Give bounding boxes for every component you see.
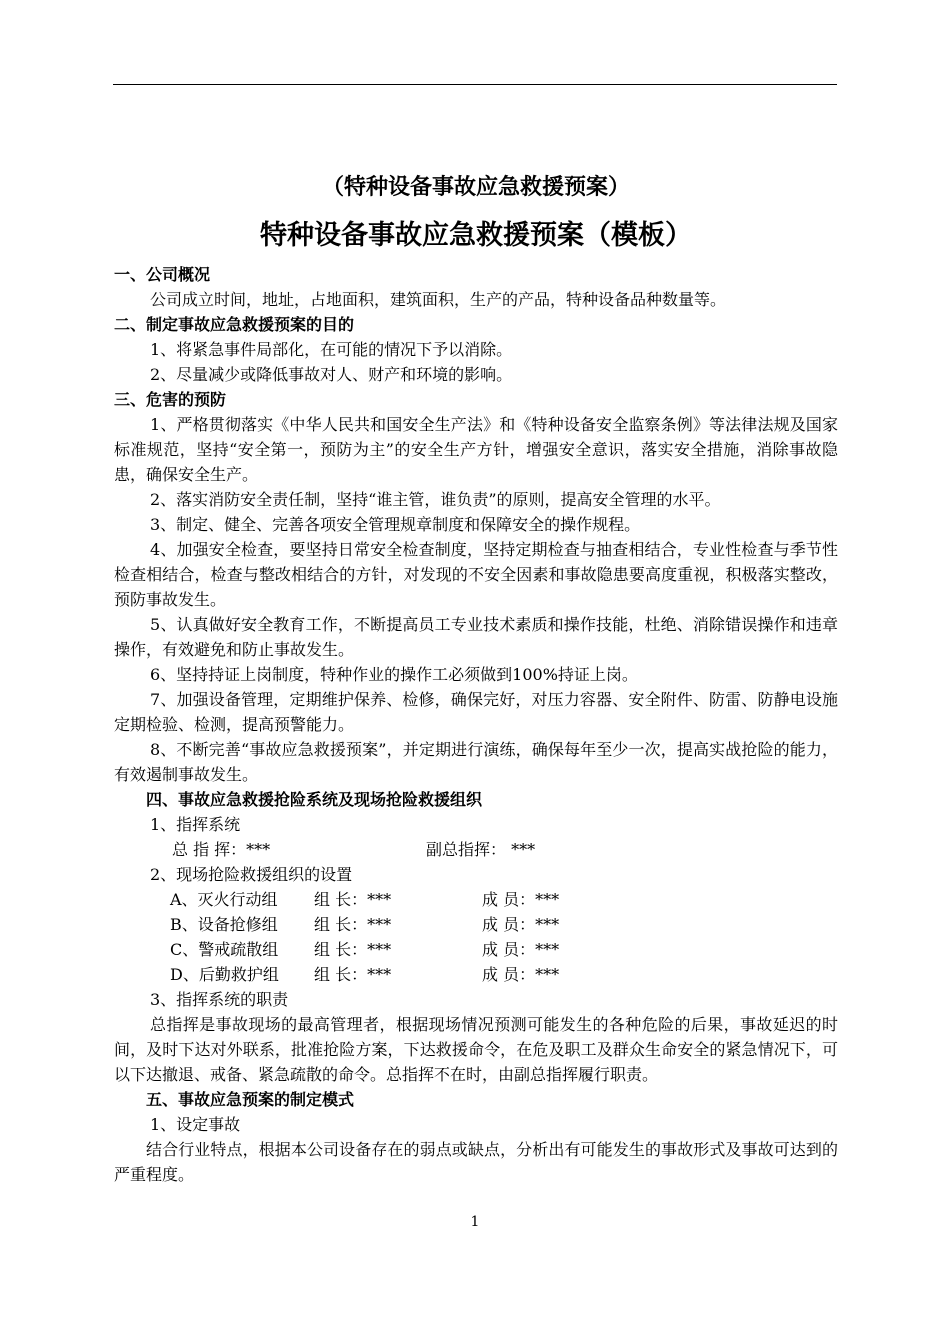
paragraph: 8、不断完善“事故应急救援预案”，并定期进行演练，确保每年至少一次，提高实战抢险的能力，有效遏制事故发生。 (114, 740, 838, 784)
group-leader: 组 长：*** (314, 965, 392, 984)
section-heading-3: 三、危害的预防 (114, 390, 227, 409)
section-heading-2: 二、制定事故应急救援预案的目的 (114, 315, 355, 334)
group-row (114, 937, 838, 962)
paragraph: 6、坚持持证上岗制度，特种作业的操作工必须做到100%持证上岗。 (150, 665, 638, 684)
paragraph: 1、严格贯彻落实《中华人民共和国安全生产法》和《特种设备安全监察条例》等法律法规及国家标准规范，坚持“安全第一，预防为主”的安全生产方针，增强安全意识，落实安全措施，消除事故隐患，确保安全生产。 (114, 415, 838, 484)
paragraph: 3、制定、健全、完善各项安全管理规章制度和保障安全的操作规程。 (150, 515, 641, 534)
group-row (114, 962, 838, 987)
group-name: B、设备抢修组 (170, 915, 278, 934)
group-row (114, 912, 838, 937)
section-heading-4: 四、事故应急救援抢险系统及现场抢险救援组织 (146, 790, 483, 809)
group-members: 成 员：*** (482, 965, 560, 984)
document-subtitle: （特种设备事故应急救援预案） (321, 175, 630, 200)
deputy-commander-label: 副总指挥： *** (426, 840, 536, 859)
group-leader: 组 长：*** (314, 915, 392, 934)
group-members: 成 员：*** (482, 940, 560, 959)
paragraph: 2、尽量减少或降低事故对人、财产和环境的影响。 (150, 365, 513, 384)
commander-label: 总 指 挥：*** (172, 840, 271, 859)
command-row (114, 837, 838, 862)
subsection-label: 1、指挥系统 (150, 815, 241, 834)
header-rule (113, 84, 837, 85)
group-name: C、警戒疏散组 (170, 940, 279, 959)
group-name: A、灭火行动组 (170, 890, 278, 909)
section-heading-5: 五、事故应急预案的制定模式 (146, 1090, 355, 1109)
paragraph: 5、认真做好安全教育工作，不断提高员工专业技术素质和操作技能，杜绝、消除错误操作和违章操作，有效避免和防止事故发生。 (114, 615, 838, 659)
document-body (114, 170, 838, 1187)
subsection-label: 3、指挥系统的职责 (150, 990, 289, 1009)
group-members: 成 员：*** (482, 890, 560, 909)
paragraph: 4、加强安全检查，要坚持日常安全检查制度，坚持定期检查与抽查相结合，专业性检查与季节性检查相结合，检查与整改相结合的方针，对发现的不安全因素和事故隐患要高度重视，积极落实整改，预防事故发生。 (114, 540, 838, 609)
paragraph: 1、将紧急事件局部化，在可能的情况下予以消除。 (150, 340, 513, 359)
paragraph: 2、落实消防安全责任制，坚持“谁主管，谁负责”的原则，提高安全管理的水平。 (150, 490, 721, 509)
paragraph: 总指挥是事故现场的最高管理者，根据现场情况预测可能发生的各种危险的后果，事故延迟的时间，及时下达对外联系，批准抢险方案，下达救援命令，在危及职工及群众生命安全的紧急情况下，可以下达撤退、戒备、紧急疏散的命令。总指挥不在时，由副总指挥履行职责。 (114, 1015, 838, 1084)
subsection-label: 2、现场抢险救援组织的设置 (150, 865, 353, 884)
group-name: D、后勤救护组 (170, 965, 279, 984)
group-members: 成 员：*** (482, 915, 560, 934)
section-heading-1: 一、公司概况 (114, 265, 211, 284)
page-number: 1 (470, 1214, 480, 1230)
subsection-label: 1、设定事故 (150, 1115, 241, 1134)
group-leader: 组 长：*** (314, 890, 392, 909)
document-title: 特种设备事故应急救援预案（模板） (260, 220, 692, 251)
group-row (114, 887, 838, 912)
group-leader: 组 长：*** (314, 940, 392, 959)
paragraph: 结合行业特点，根据本公司设备存在的弱点或缺点，分析出有可能发生的事故形式及事故可达到的严重程度。 (114, 1140, 838, 1184)
paragraph: 7、加强设备管理，定期维护保养、检修，确保完好，对压力容器、安全附件、防雷、防静电设施定期检验、检测，提高预警能力。 (114, 690, 838, 734)
paragraph: 公司成立时间，地址，占地面积，建筑面积，生产的产品，特种设备品种数量等。 (150, 290, 727, 309)
